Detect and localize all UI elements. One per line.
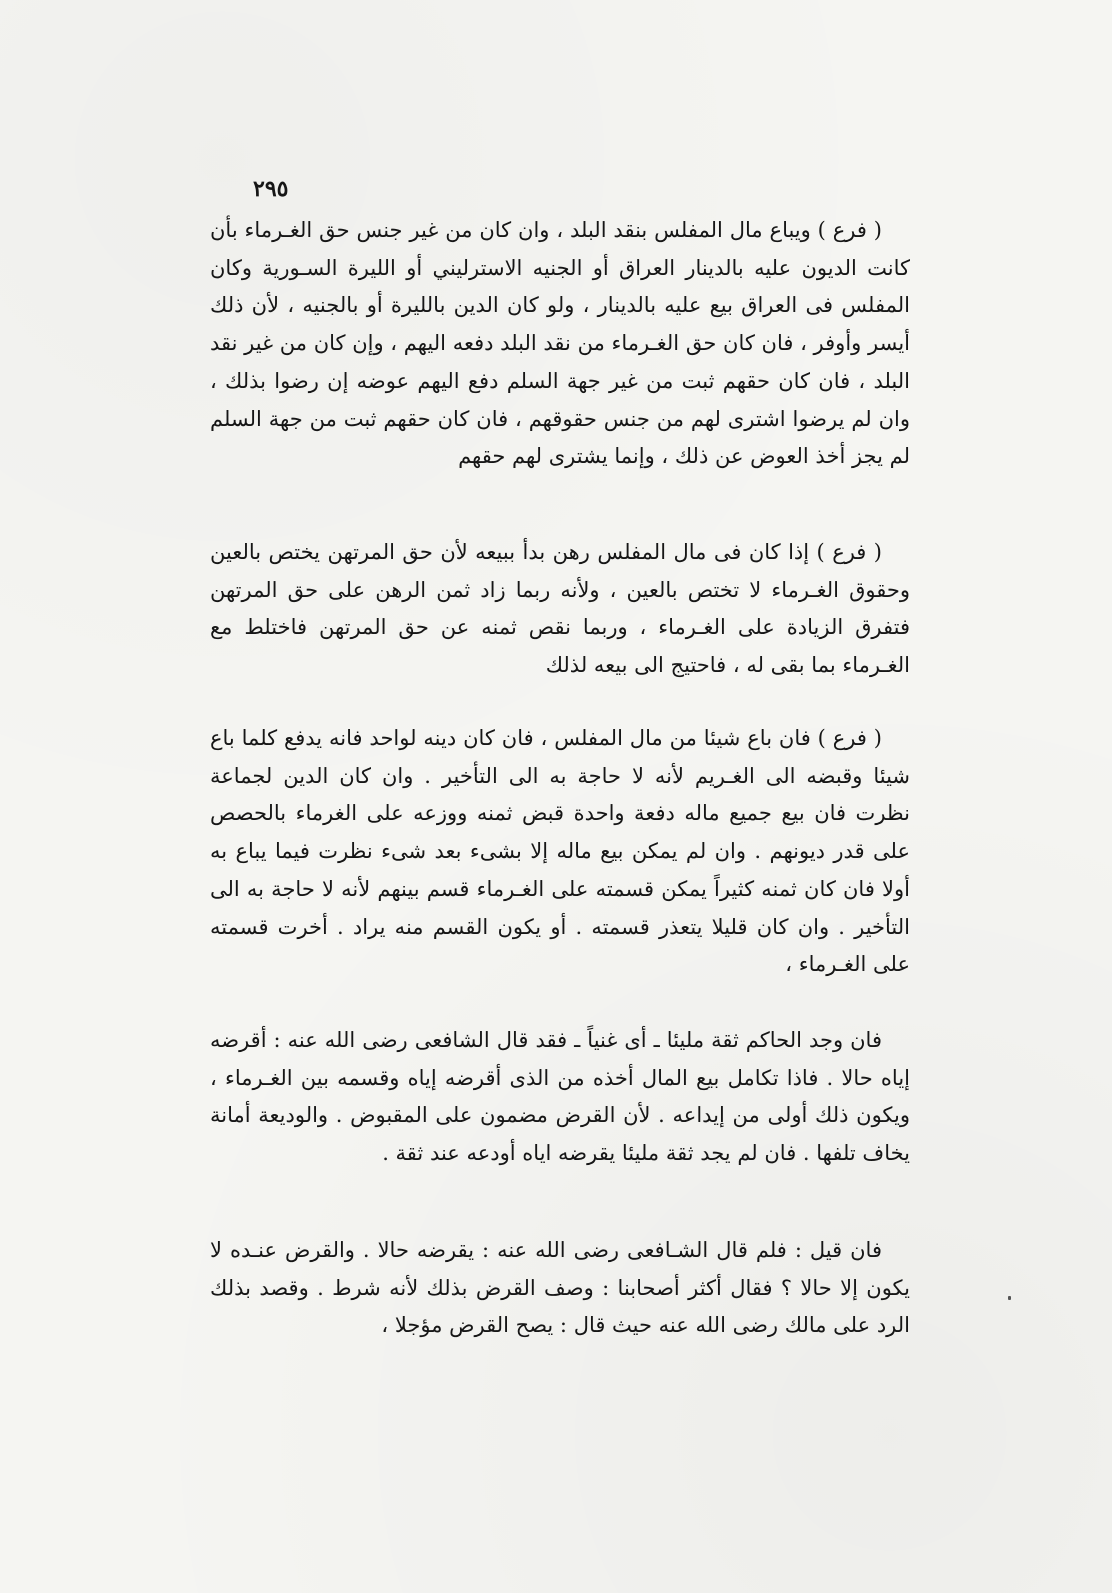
margin-speck — [1008, 1296, 1011, 1300]
paragraph-far-sale-of-property: ( فرع ) ويباع مال المفلس بنقد البلد ، وان كان من غير جنس حق الغـرماء بأن كانت الديون عليه بالدينار العراق أو الجنيه الاسترليني أو الليرة السـورية وكان المفلس فى العراق بيع عليه بالدينار ، ولو كان الدين بالليرة أو بالجنيه ، لأن ذلك أيسر وأوفر ، فان كان حق الغـرماء من نقد البلد دفعه اليهم ، وإن كان من غير نقد البلد ، فان كان حقهم ثبت من غير جهة السلم دفع اليهم عوضه إن رضوا بذلك ، وان لم يرضوا اشترى لهم من جنس حقوقهم ، فان كان حقهم ثبت من جهة السلم لم يجز أخذ العوض عن ذلك ، وإنما يشترى لهم حقهم — [210, 218, 910, 469]
paragraph-far-pledge: ( فرع ) إذا كان فى مال المفلس رهن بدأ ببيعه لأن حق المرتهن يختص بالعين وحقوق الغـرماء لا تختص بالعين ، ولأنه ربما زاد ثمن الرهن على حق المرتهن فتفرق الزيادة على الغـرماء ، وربما نقص ثمنه عن حق المرتهن فاختلط مع الغـرماء بما بقى له ، فاحتيج الى بيعه لذلك — [210, 540, 910, 678]
paragraph-question-loan: فان قيل : فلم قال الشـافعى رضى الله عنه : يقرضه حالا . والقرض عنـده لا يكون إلا حالا ؟ فقال أكثر أصحابنا : وصف القرض بذلك لأنه شرط . وقصد بذلك الرد على مالك رضى الله عنه حيث قال : يصح القرض مؤجلا ، — [210, 1238, 910, 1338]
page-number: ٢٩٥ — [253, 176, 289, 202]
paragraph-judge-loan: فان وجد الحاكم ثقة مليئا ـ أى غنياً ـ فقد قال الشافعى رضى الله عنه : أقرضه إياه حالا . فاذا تكامل بيع المال أخذه من الذى أقرضه إياه وقسمه بين الغـرماء ، ويكون ذلك أولى من إيداعه . لأن القرض مضمون على المقبوض . والوديعة أمانة يخاف تلفها . فان لم يجد ثقة مليئا يقرضه اياه أودعه عند ثقة . — [210, 1028, 910, 1166]
paragraph-far-distribution: ( فرع ) فان باع شيئا من مال المفلس ، فان كان دينه لواحد فانه يدفع كلما باع شيئا وقبضه الى الغـريم لأنه لا حاجة به الى التأخير . وان كان الدين لجماعة نظرت فان بيع جميع ماله دفعة واحدة قبض ثمنه ووزعه على الغرماء بالحصص على قدر ديونهم . وان لم يمكن بيع ماله إلا بشىء بعد شىء نظرت فيما يباع به أولا فان كان ثمنه كثيراً يمكن قسمته على الغـرماء قسم بينهم لأنه لا حاجة به الى التأخير . وان كان قليلا يتعذر قسمته . أو يكون القسم منه يراد . أخرت قسمته على الغـرماء ، — [210, 726, 910, 977]
